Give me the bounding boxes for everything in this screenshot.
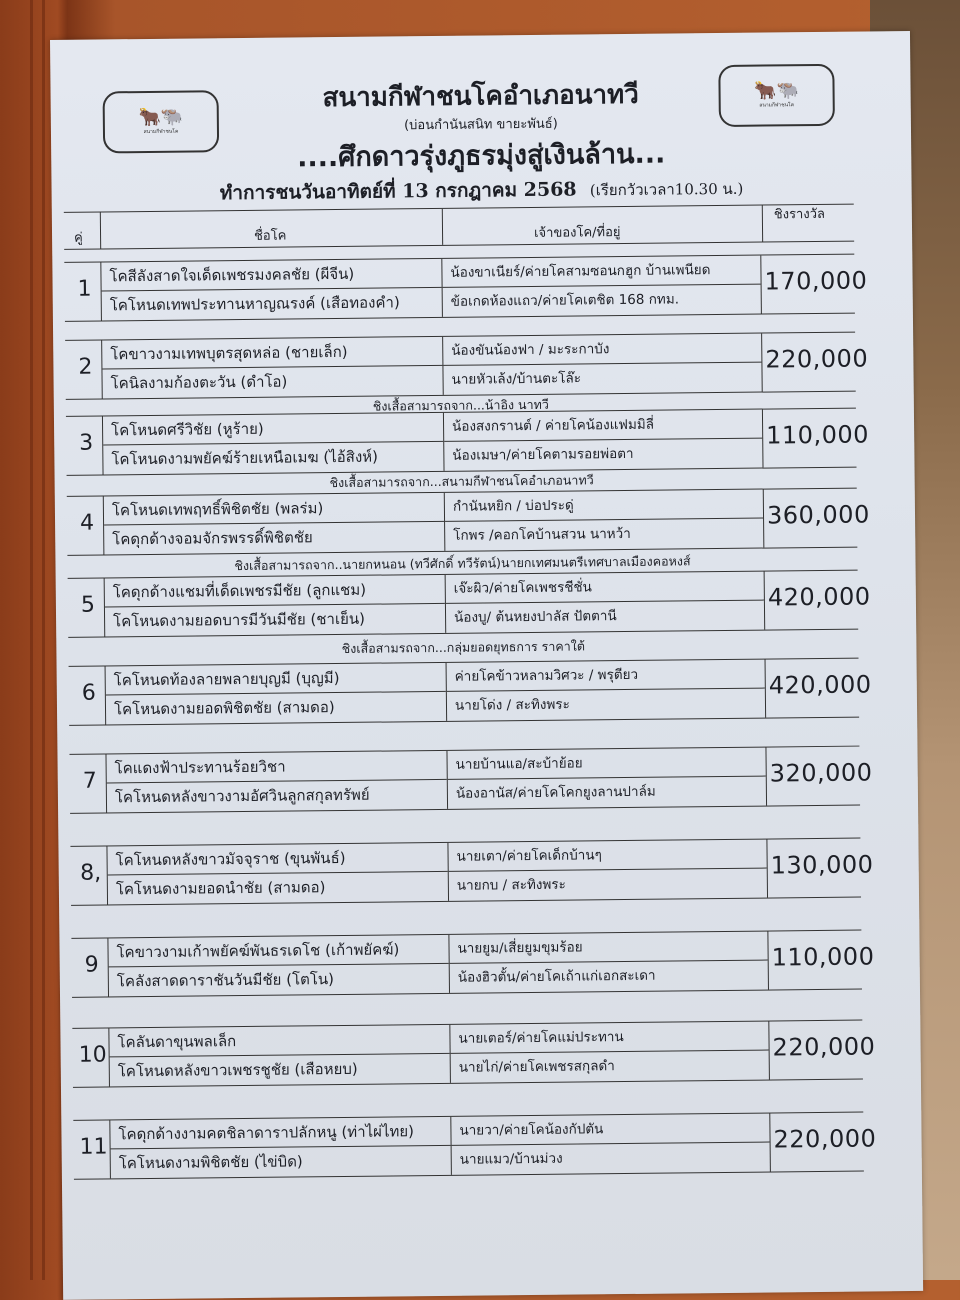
match-row [67, 488, 870, 556]
logo-caption: สนามกีฬาชนโค [759, 102, 795, 109]
bull-name: โคลังสาดดาราชันวันมีชัย (โตโน) [109, 963, 449, 996]
pair-number: 10 [78, 1042, 107, 1068]
bull-name: โคโหนดงามยอดพิชิตชัย (สามดอ) [106, 691, 446, 724]
owner: นายกบ / สะทิงพระ [449, 868, 767, 900]
shirt-sponsor-note: ชิงเสื้อสามารถจาก...สนามกีฬาชนโคอำเภอนาทวี [329, 472, 594, 491]
bull-owners [451, 1114, 771, 1175]
wood-grain [30, 0, 33, 1280]
pair-number: 6 [81, 680, 96, 706]
call-time: (เรียกวัวเวลา10.30 น.) [589, 179, 744, 200]
bull-names [107, 935, 450, 997]
bull-name: โคโหนดหลังขาวมัจจุราช (ขุนพันธ์) [115, 848, 346, 870]
bull-name: โคโหนดงามยอดบารมีวันมีชัย (ชาเย็น) [105, 603, 445, 636]
owner: นายบ้านแอ/สะบ้าย้อย [455, 755, 583, 773]
pair-number: 7 [82, 768, 97, 794]
owner: นายไก่/ค่ายโคเพชรสกุลดำ [451, 1050, 769, 1082]
match-row [70, 838, 874, 906]
pair-number: 3 [79, 430, 94, 456]
match-row [66, 408, 870, 476]
match-row [65, 332, 869, 400]
match-row [69, 746, 873, 814]
pair-number: 5 [80, 592, 96, 618]
shirt-sponsor-note: ชิงเสื้อสามรถจาก...กลุ่มยอดยุทธการ ราคาใต้ [341, 638, 586, 656]
bull-name: โคสีลังสาดใจเด็ดเพชรมงคลชัย (ผีจีน) [109, 264, 355, 286]
bull-name: โคขาวงามเทพบุตรสุดหล่อ (ชายเล็ก) [110, 342, 348, 364]
bull-name: โคดุกด้างแชมที่เด็ดเพชรมีชัย (ลูกแชม) [112, 580, 367, 602]
bull-names [101, 337, 444, 399]
match-row [71, 930, 875, 998]
event-date: ทำการชนวันอาทิตย์ที่ 13 กรกฎาคม 2568 [219, 178, 577, 205]
bull-name: โคโหนดเทพฤทธิ์พิชิตชัย (พลร่ม) [111, 499, 324, 520]
shirt-sponsor-note: ชิงเสื้อสามารถจาก..นายกหนอน (ทวีศักดิ์ ทวีรัตน์)นายกเทศมนตรีเทศบาลเมืองคอหงส์ [234, 553, 691, 574]
owner: นายแมว/บ้านม่วง [452, 1142, 770, 1174]
bull-name: โคดุกด้างงามคตชิลาดาราปลักหนู (ท่าไผ่ไทย) [118, 1122, 415, 1144]
bull-owners [445, 490, 765, 551]
pair-number: 9 [84, 952, 99, 978]
bull-name: โคโหนดศรีวิชัย (หูร้าย) [110, 419, 264, 440]
event-title: ....ศึกดาวรุ่งภูธรมุ่งสู่เงินล้าน... [297, 138, 666, 174]
pair-number: 4 [79, 510, 95, 536]
owner: นายเตอร์/ค่ายโคแม่ประทาน [458, 1029, 624, 1047]
owner: นายเตา/ค่ายโคเด็กบ้านๆ [456, 847, 602, 865]
venue-subtitle: (บ่อนกำนันสนิท ขายะพันธ์) [403, 116, 558, 134]
bull-owners [450, 1022, 770, 1083]
divider [100, 212, 101, 248]
owner: น้องเมษา/ค่ายโคตามรอยพ่อตา [444, 438, 762, 470]
prize-amount: 220,000 [772, 1032, 876, 1062]
bull-names [108, 1025, 451, 1087]
match-row [64, 254, 868, 322]
bull-names [105, 663, 448, 725]
owner: ข้อเกดห้องแถว/ค่ายโคเตชิต 168 กทม. [443, 284, 761, 316]
column-header-owner: เจ้าของโค/ที่อยู่ [533, 225, 621, 241]
venue-title: สนามกีฬาชนโคอำเภอนาทวี [322, 79, 639, 114]
owner: น้องสงกรานต์ / ค่ายโคน้องแฟมมิลี่ [451, 416, 655, 435]
prize-amount: 220,000 [773, 1124, 877, 1154]
bull-name: โคโหนดงามพยัคฆ์ร้ายเหนือเมฆ (ไอ้สิงห์) [103, 441, 443, 474]
match-row [69, 658, 872, 726]
bull-name: โคลันดาขุนพลเล็ก [117, 1032, 237, 1052]
pair-number: 11 [79, 1134, 108, 1160]
owner: น้องขันน้องฟา / มะระกาบัง [451, 341, 610, 359]
column-header-name: ชื่อโค [253, 228, 287, 244]
match-row [68, 570, 871, 638]
table-header [64, 204, 854, 250]
bull-logo-icon: 🐂🐃 [138, 106, 184, 129]
bull-names [109, 1117, 452, 1179]
bull-name: โคโหนดหลังขาวเพชรชูชัย (เสือหยบ) [110, 1053, 450, 1086]
bull-name: โคดุกด้างจอมจักรพรรดิ์พิชิตชัย [104, 521, 444, 554]
owner: นายวา/ค่ายโคน้องกัปตัน [459, 1121, 604, 1139]
bull-names [102, 413, 445, 475]
prize-amount: 420,000 [767, 582, 871, 612]
bull-owners [446, 572, 766, 633]
prize-amount: 110,000 [771, 942, 875, 972]
bull-name: โคโหนดท้องลายพลายบุญมี (บุญมี) [113, 669, 340, 690]
pair-number: 2 [78, 354, 93, 380]
flyer-paper [50, 31, 923, 1300]
owner: นายโด่ง / สะทิงพระ [447, 688, 765, 720]
bull-name: โคแดงฟ้าประทานร้อยวิชา [114, 757, 286, 778]
bull-names [100, 259, 443, 321]
owner: กำนันหยิก / บ่อประดู่ [452, 497, 574, 515]
prize-amount: 220,000 [765, 344, 869, 374]
pair-number: 8, [80, 860, 102, 886]
match-row [73, 1112, 877, 1180]
bull-name: โคโหนดเทพประทานหาญณรงค์ (เสือทองคำ) [102, 287, 442, 320]
owner: ค่ายโคข้าวหลามวิศวะ / พรุตียว [454, 666, 639, 685]
owner: น้องฮิวตั้น/ค่ายโคเถ้าแก่เอกสะเดา [450, 960, 768, 992]
wood-grain [42, 0, 45, 1280]
owner: เจ๊ะผิว/ค่ายโคเพชรชีชั่น [453, 579, 592, 597]
bull-owners [444, 410, 764, 471]
owner: นายหัวเล้ง/บ้านตะโล๊ะ [443, 362, 761, 394]
bull-owners [449, 932, 769, 993]
divider [762, 206, 763, 242]
bull-logo-icon: 🐂🐃 [754, 80, 800, 102]
bull-name: โคนิลงามก้องตะวัน (ดำโอ) [102, 365, 442, 398]
column-header-pair: คู่ [73, 230, 83, 246]
bull-owners [448, 840, 768, 901]
prize-amount: 420,000 [768, 670, 872, 700]
bull-names [104, 575, 447, 637]
bull-name: โคโหนดงามพิชิตชัย (ไข่บิด) [111, 1145, 451, 1178]
owner: น้องบู/ ต้นหยงปาลัส ปัตตานี [446, 600, 764, 632]
bull-owners [447, 748, 767, 809]
prize-amount: 110,000 [766, 420, 870, 450]
bull-name: โคโหนดงามยอดนำชัย (สามดอ) [108, 871, 448, 904]
owner: น้องอานัส/ค่ายโคโคกยูงลานปาล์ม [448, 776, 766, 808]
bull-name: โคโหนดหลังขาวงามอัศวินลูกสกุลทรัพย์ [107, 779, 447, 812]
owner: โกพร /คอกโคบ้านสวน นาหว้า [445, 518, 763, 550]
prize-amount: 360,000 [766, 500, 870, 530]
bull-owners [447, 660, 767, 721]
bull-owners [442, 256, 762, 317]
column-header-prize: ชิงรางวัล [773, 206, 826, 223]
bull-names [105, 751, 448, 813]
prize-amount: 320,000 [769, 758, 873, 788]
bull-names [106, 843, 449, 905]
divider [442, 209, 443, 245]
shirt-sponsor-note: ชิงเสื้อสามารถจาก...น้าอิง นาทวี [372, 396, 549, 414]
bull-names [103, 493, 446, 555]
prize-amount: 170,000 [764, 266, 868, 296]
logo-caption: สนามกีฬาชนโค [143, 128, 179, 136]
owner: น้องขาเนียร์/ค่ายโคสามซอนกฮูก บ้านเพนียด [450, 262, 711, 281]
match-row [72, 1020, 876, 1088]
bull-owners [443, 334, 763, 395]
owner: นายยูม/เสี่ยยูมขุมร้อย [457, 939, 583, 957]
bull-name: โคขาวงามเก้าพยัคฆ์พันธรเดโช (เก้าพยัคฆ์) [116, 940, 400, 962]
pair-number: 1 [77, 276, 92, 302]
prize-amount: 130,000 [770, 850, 874, 880]
